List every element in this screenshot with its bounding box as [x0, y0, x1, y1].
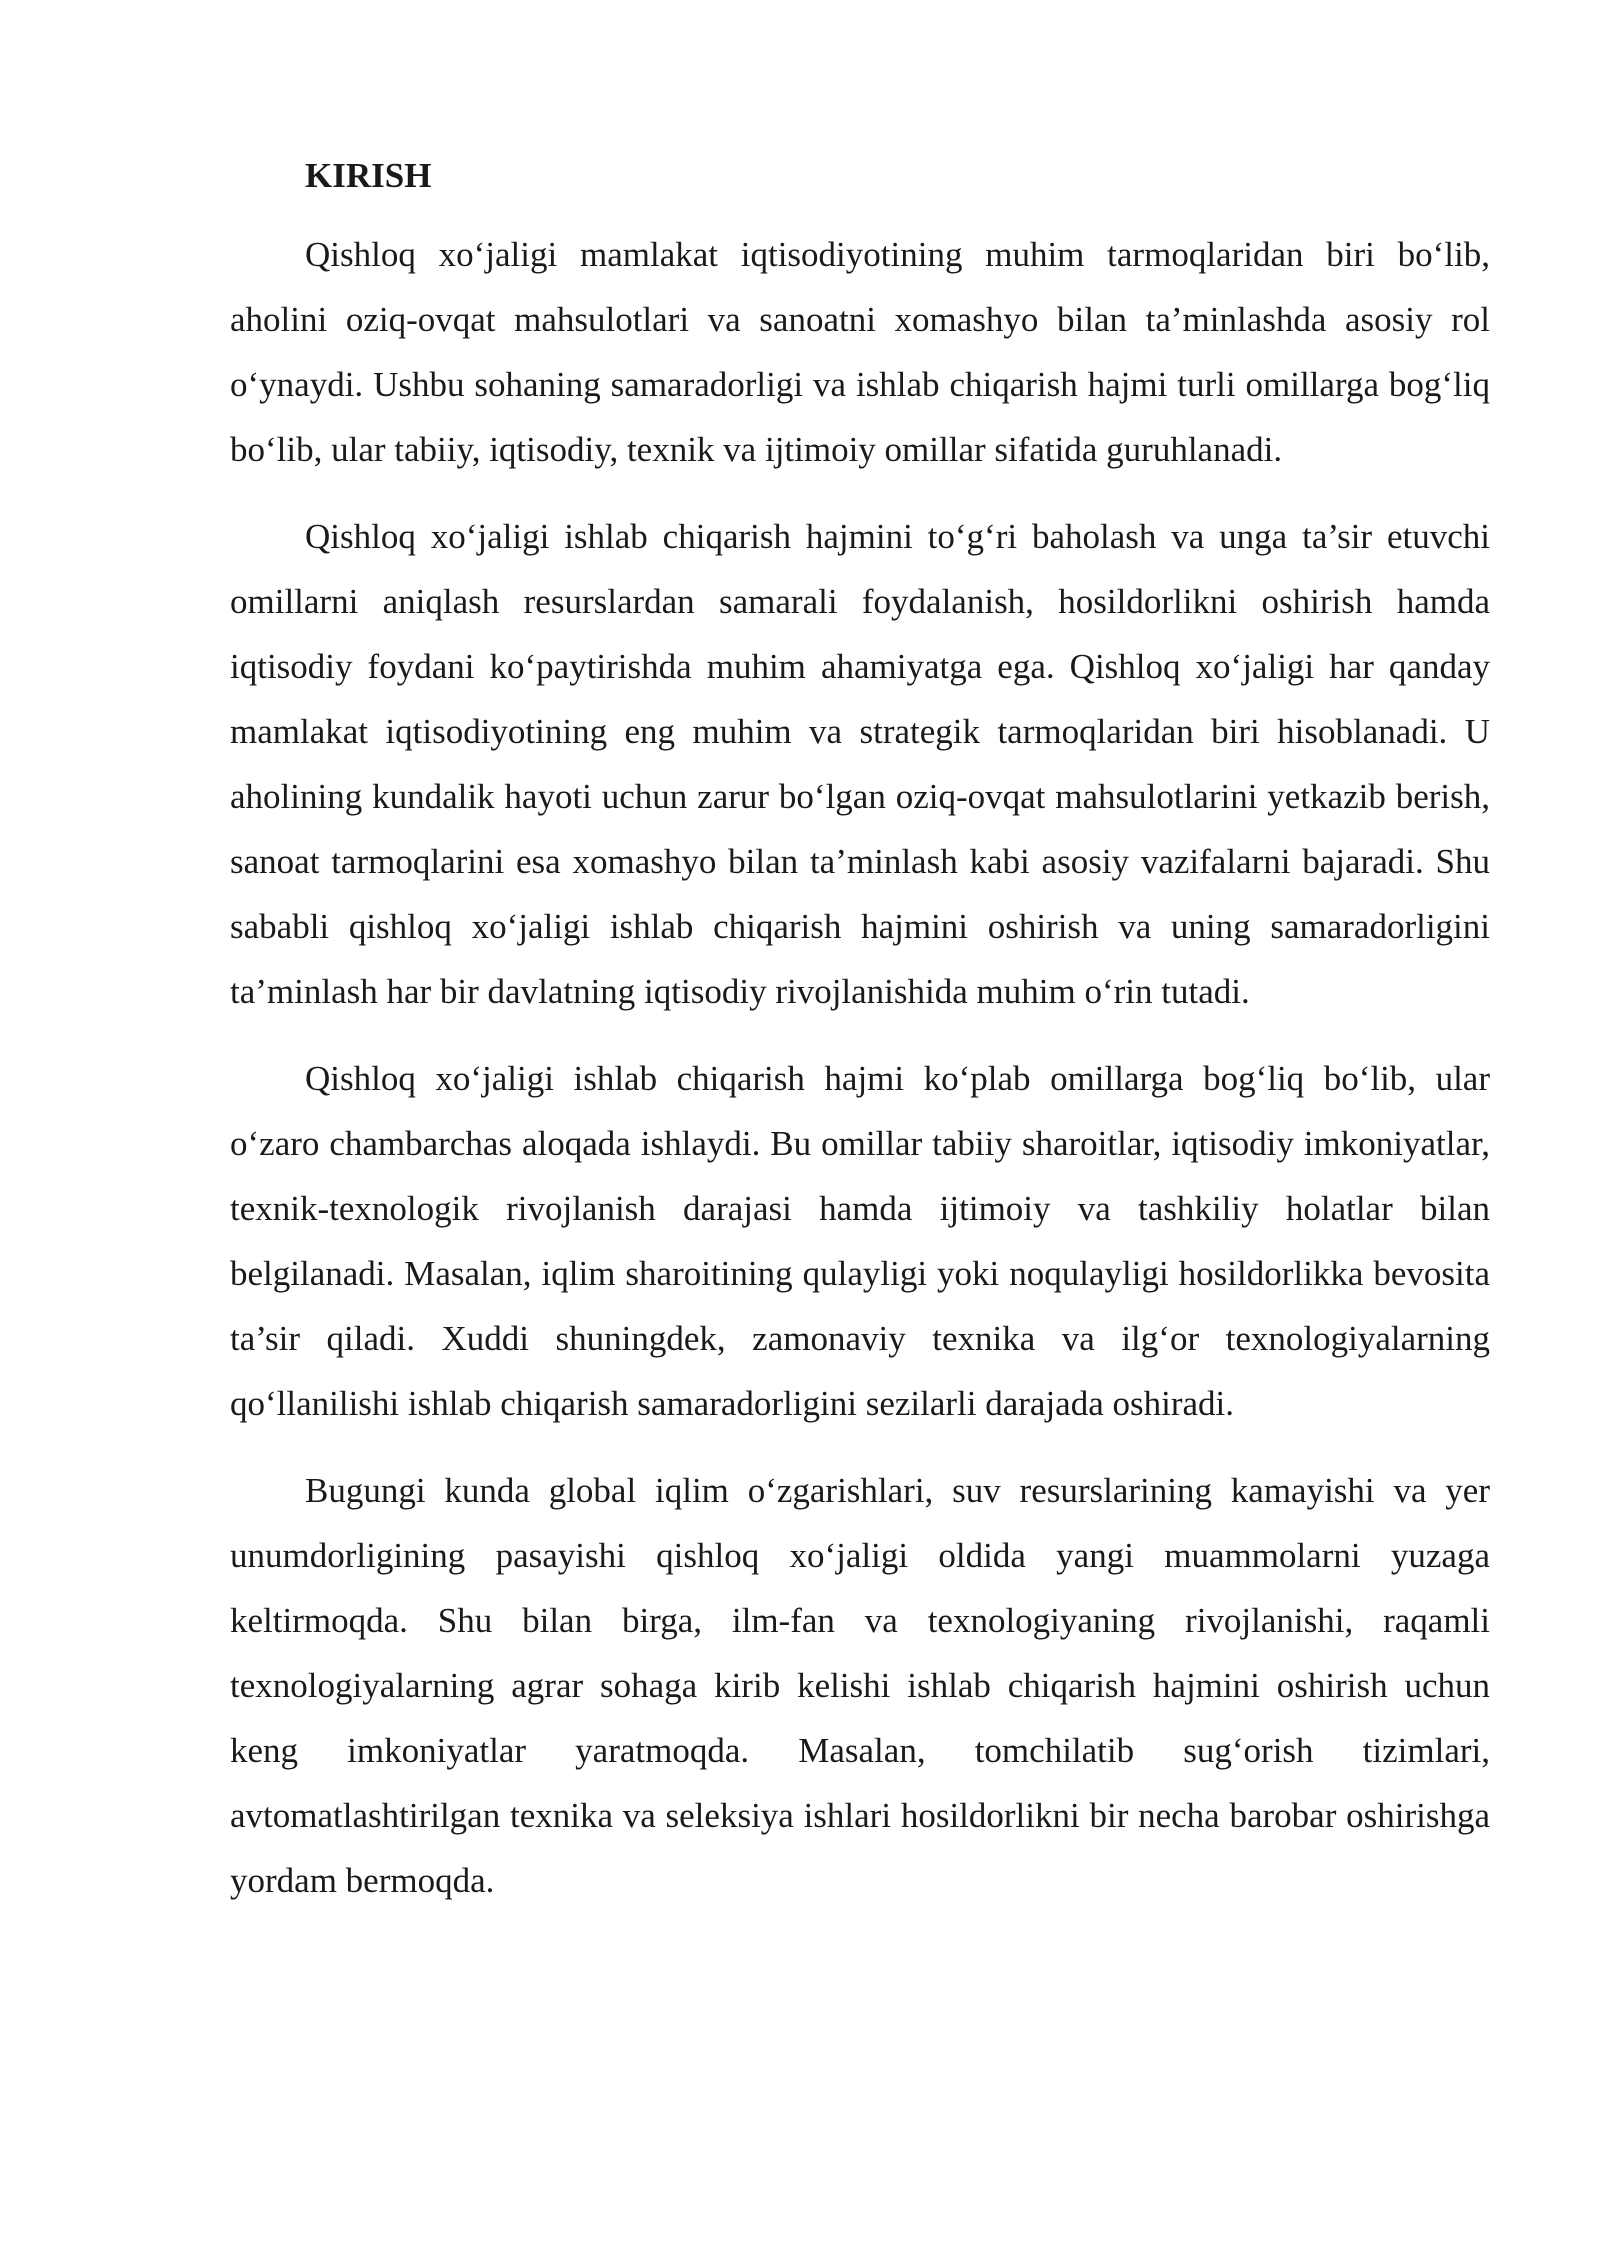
paragraph-2: Qishloq xo‘jaligi ishlab chiqarish hajmini to‘g‘ri baholash va unga ta’sir etuvchi omillarni aniqlash resurslardan samarali foydalanish, hosildorlikni oshirish hamda iqtisodiy foydani ko‘paytirishda muhim ahamiyatga ega. Qishloq xo‘jaligi har qanday mamlakat iqtisodiyotining eng muhim va strategik tarmoqlaridan biri hisoblanadi. U aholining kundalik hayoti uchun zarur bo‘lgan oziq-ovqat mahsulotlarini yetkazib berish, sanoat tarmoqlarini esa xomashyo bilan ta’minlash kabi asosiy vazifalarni bajaradi. Shu sababli qishloq xo‘jaligi ishlab chiqarish hajmini oshirish va uning samaradorligini ta’minlash har bir davlatning iqtisodiy rivojlanishida muhim o‘rin tutadi.: [230, 517, 1490, 1011]
paragraph-3: Qishloq xo‘jaligi ishlab chiqarish hajmi ko‘plab omillarga bog‘liq bo‘lib, ular o‘zaro chambarchas aloqada ishlaydi. Bu omillar tabiiy sharoitlar, iqtisodiy imkoniyatlar, texnik-texnologik rivojlanish darajasi hamda ijtimoiy va tashkiliy holatlar bilan belgilanadi. Masalan, iqlim sharoitining qulayligi yoki noqulayligi hosildorlikka bevosita ta’sir qiladi. Xuddi shuningdek, zamonaviy texnika va ilg‘or texnologiyalarning qo‘llanilishi ishlab chiqarish samaradorligini sezilarli darajada oshiradi.: [230, 1059, 1490, 1423]
document-body: [230, 150, 1490, 1935]
section-heading: KIRISH: [305, 156, 432, 195]
paragraph-1: Qishloq xo‘jaligi mamlakat iqtisodiyotining muhim tarmoqlaridan biri bo‘lib, aholini oziq-ovqat mahsulotlari va sanoatni xomashyo bilan ta’minlashda asosiy rol o‘ynaydi. Ushbu sohaning samaradorligi va ishlab chiqarish hajmi turli omillarga bog‘liq bo‘lib, ular tabiiy, iqtisodiy, texnik va ijtimoiy omillar sifatida guruhlanadi.: [230, 235, 1490, 469]
paragraph-4: Bugungi kunda global iqlim o‘zgarishlari, suv resurslarining kamayishi va yer unumdorligining pasayishi qishloq xo‘jaligi oldida yangi muammolarni yuzaga keltirmoqda. Shu bilan birga, ilm-fan va texnologiyaning rivojlanishi, raqamli texnologiyalarning agrar sohaga kirib kelishi ishlab chiqarish hajmini oshirish uchun keng imkoniyatlar yaratmoqda. Masalan, tomchilatib sug‘orish tizimlari, avtomatlashtirilgan texnika va seleksiya ishlari hosildorlikni bir necha barobar oshirishga yordam bermoqda.: [230, 1471, 1490, 1900]
